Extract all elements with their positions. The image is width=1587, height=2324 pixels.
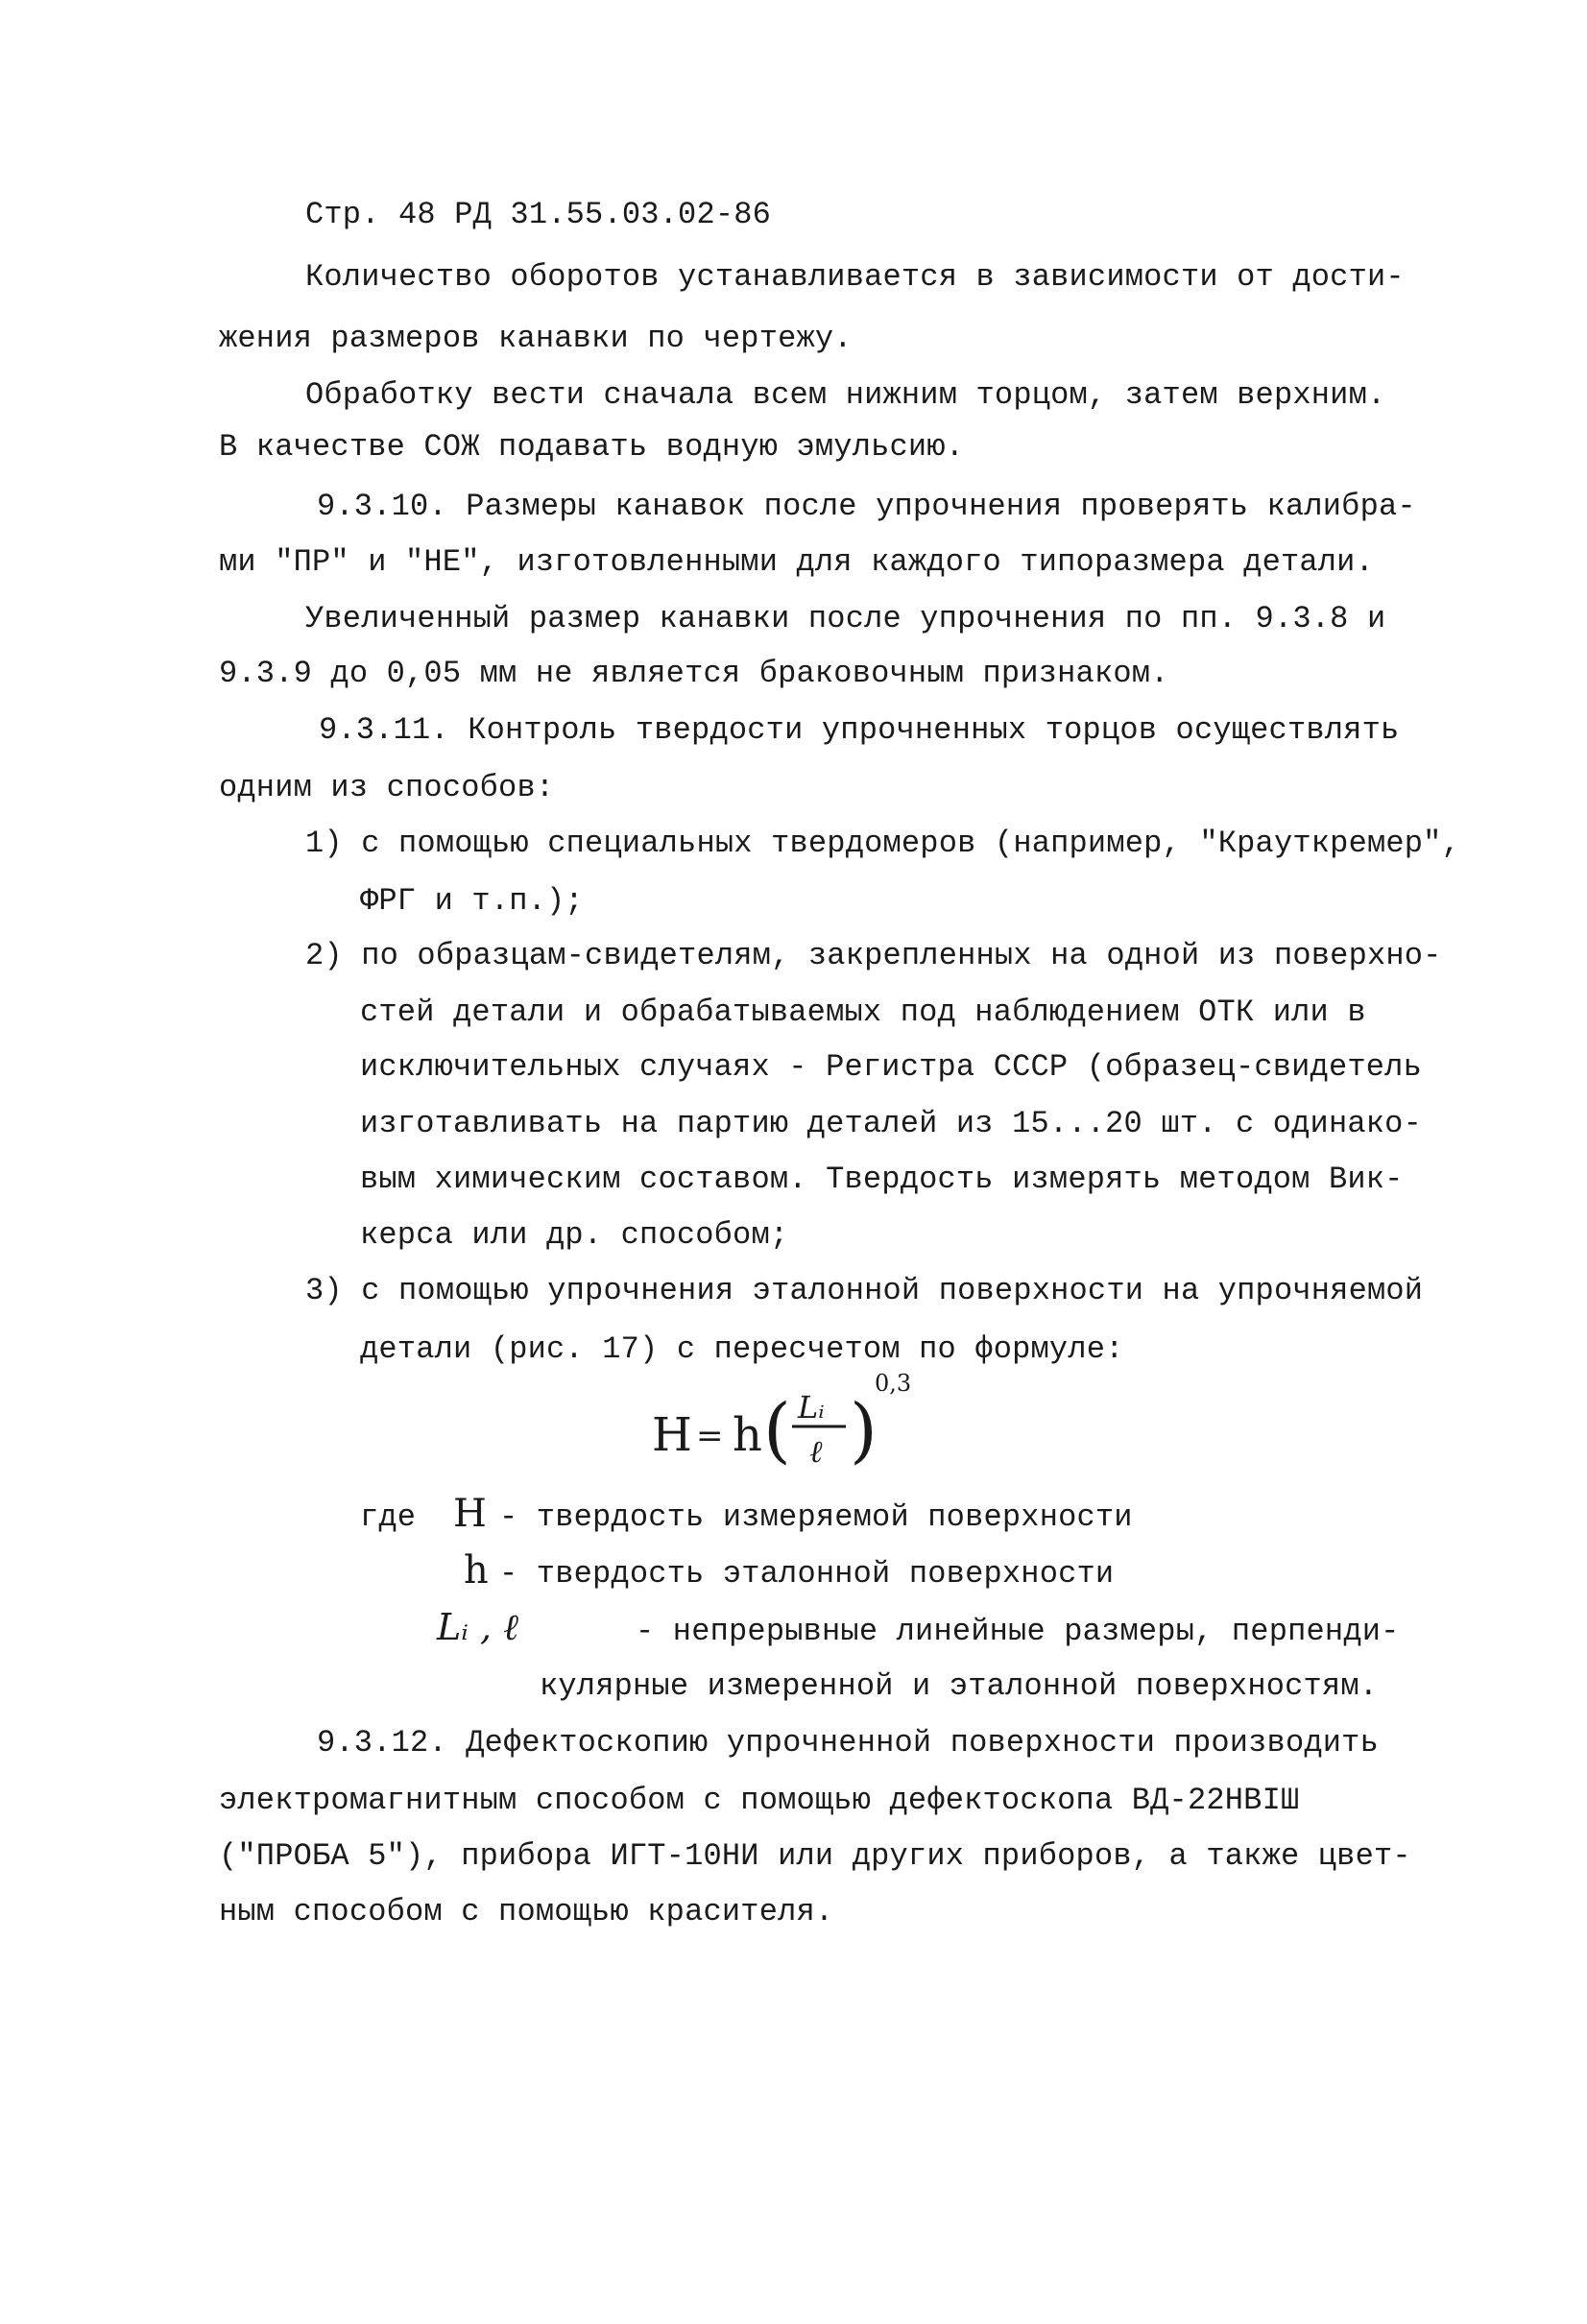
- formula-exponent: 0,3: [875, 1370, 912, 1397]
- list-item-1: 1) с помощью специальных твердомеров (например, "Крауткремер",: [305, 826, 1460, 861]
- section-9-3-12: 9.3.12. Дефектоскопию упрочненной поверхности производить: [317, 1725, 1379, 1761]
- formula-denominator: ℓ: [809, 1433, 823, 1470]
- list-item-line: изготавливать на партию деталей из 15...20 шт. с одинако-: [360, 1106, 1422, 1141]
- legend-desc-L-cont: кулярные измеренной и эталонной поверхностям.: [540, 1668, 1379, 1704]
- formula-H: H: [652, 1408, 692, 1462]
- paragraph-line: ным способом с помощью красителя.: [219, 1894, 834, 1929]
- formula-h: h: [733, 1408, 762, 1462]
- page-header: Стр. 48 РД 31.55.03.02-86: [305, 197, 772, 232]
- paragraph-line: электромагнитным способом с помощью дефектоскопа ВД-22НВIШ: [219, 1783, 1300, 1818]
- formula-equals: =: [696, 1417, 724, 1455]
- hardness-formula: [648, 1368, 936, 1473]
- paragraph-line: одним из способов:: [219, 770, 555, 805]
- legend-symbol-h: h: [464, 1548, 489, 1593]
- paragraph-line: В качестве СОЖ подавать водную эмульсию.: [219, 429, 965, 465]
- paragraph-line: жения размеров канавки по чертежу.: [219, 321, 853, 356]
- paragraph-line: 9.3.9 до 0,05 мм не является браковочным признаком.: [219, 656, 1169, 691]
- list-item-line: исключительных случаях - Регистра СССР (образец-свидетель: [360, 1049, 1422, 1085]
- list-item-line: ФРГ и т.п.);: [360, 883, 584, 919]
- formula-open-paren: (: [763, 1389, 791, 1472]
- legend-desc-L: - непрерывные линейные размеры, перпенди-: [636, 1614, 1400, 1649]
- legend-desc-h: - твердость эталонной поверхности: [499, 1556, 1115, 1592]
- paragraph-line: ми "ПР" и "НЕ", изготовленными для каждого типоразмера детали.: [219, 544, 1374, 580]
- list-item-2: 2) по образцам-свидетелям, закрепленных на одной из поверхно-: [305, 938, 1442, 973]
- list-item-line: стей детали и обрабатываемых под наблюдением ОТК или в: [360, 994, 1366, 1030]
- paragraph-line: Обработку вести сначала всем нижним торцом, затем верхним.: [305, 377, 1386, 413]
- list-item-line: керса или др. способом;: [360, 1217, 789, 1253]
- section-9-3-11: 9.3.11. Контроль твердости упрочненных торцов осуществлять: [319, 712, 1400, 748]
- list-item-line: вым химическим составом. Твердость измерять методом Вик-: [360, 1162, 1404, 1197]
- paragraph-line: Количество оборотов устанавливается в зависимости от дости-: [305, 259, 1405, 295]
- section-9-3-10: 9.3.10. Размеры канавок после упрочнения проверять калибра-: [317, 489, 1416, 524]
- formula-numerator: Lᵢ: [798, 1389, 825, 1426]
- legend-where: где: [360, 1499, 417, 1535]
- list-item-line: детали (рис. 17) с пересчетом по формуле:: [360, 1331, 1124, 1367]
- paragraph-line: Увеличенный размер канавки после упрочнения по пп. 9.3.8 и: [305, 601, 1386, 636]
- paragraph-line: ("ПРОБА 5"), прибора ИГТ-10НИ или других приборов, а также цвет-: [219, 1838, 1411, 1874]
- legend-symbol-H: H: [453, 1492, 487, 1536]
- legend-symbol-L: Lᵢ , ℓ: [437, 1606, 518, 1648]
- list-item-3: 3) с помощью упрочнения эталонной поверхности на упрочняемой: [305, 1273, 1424, 1308]
- formula-close-paren: ): [850, 1389, 878, 1472]
- legend-desc-H: - твердость измеряемой поверхности: [499, 1499, 1133, 1535]
